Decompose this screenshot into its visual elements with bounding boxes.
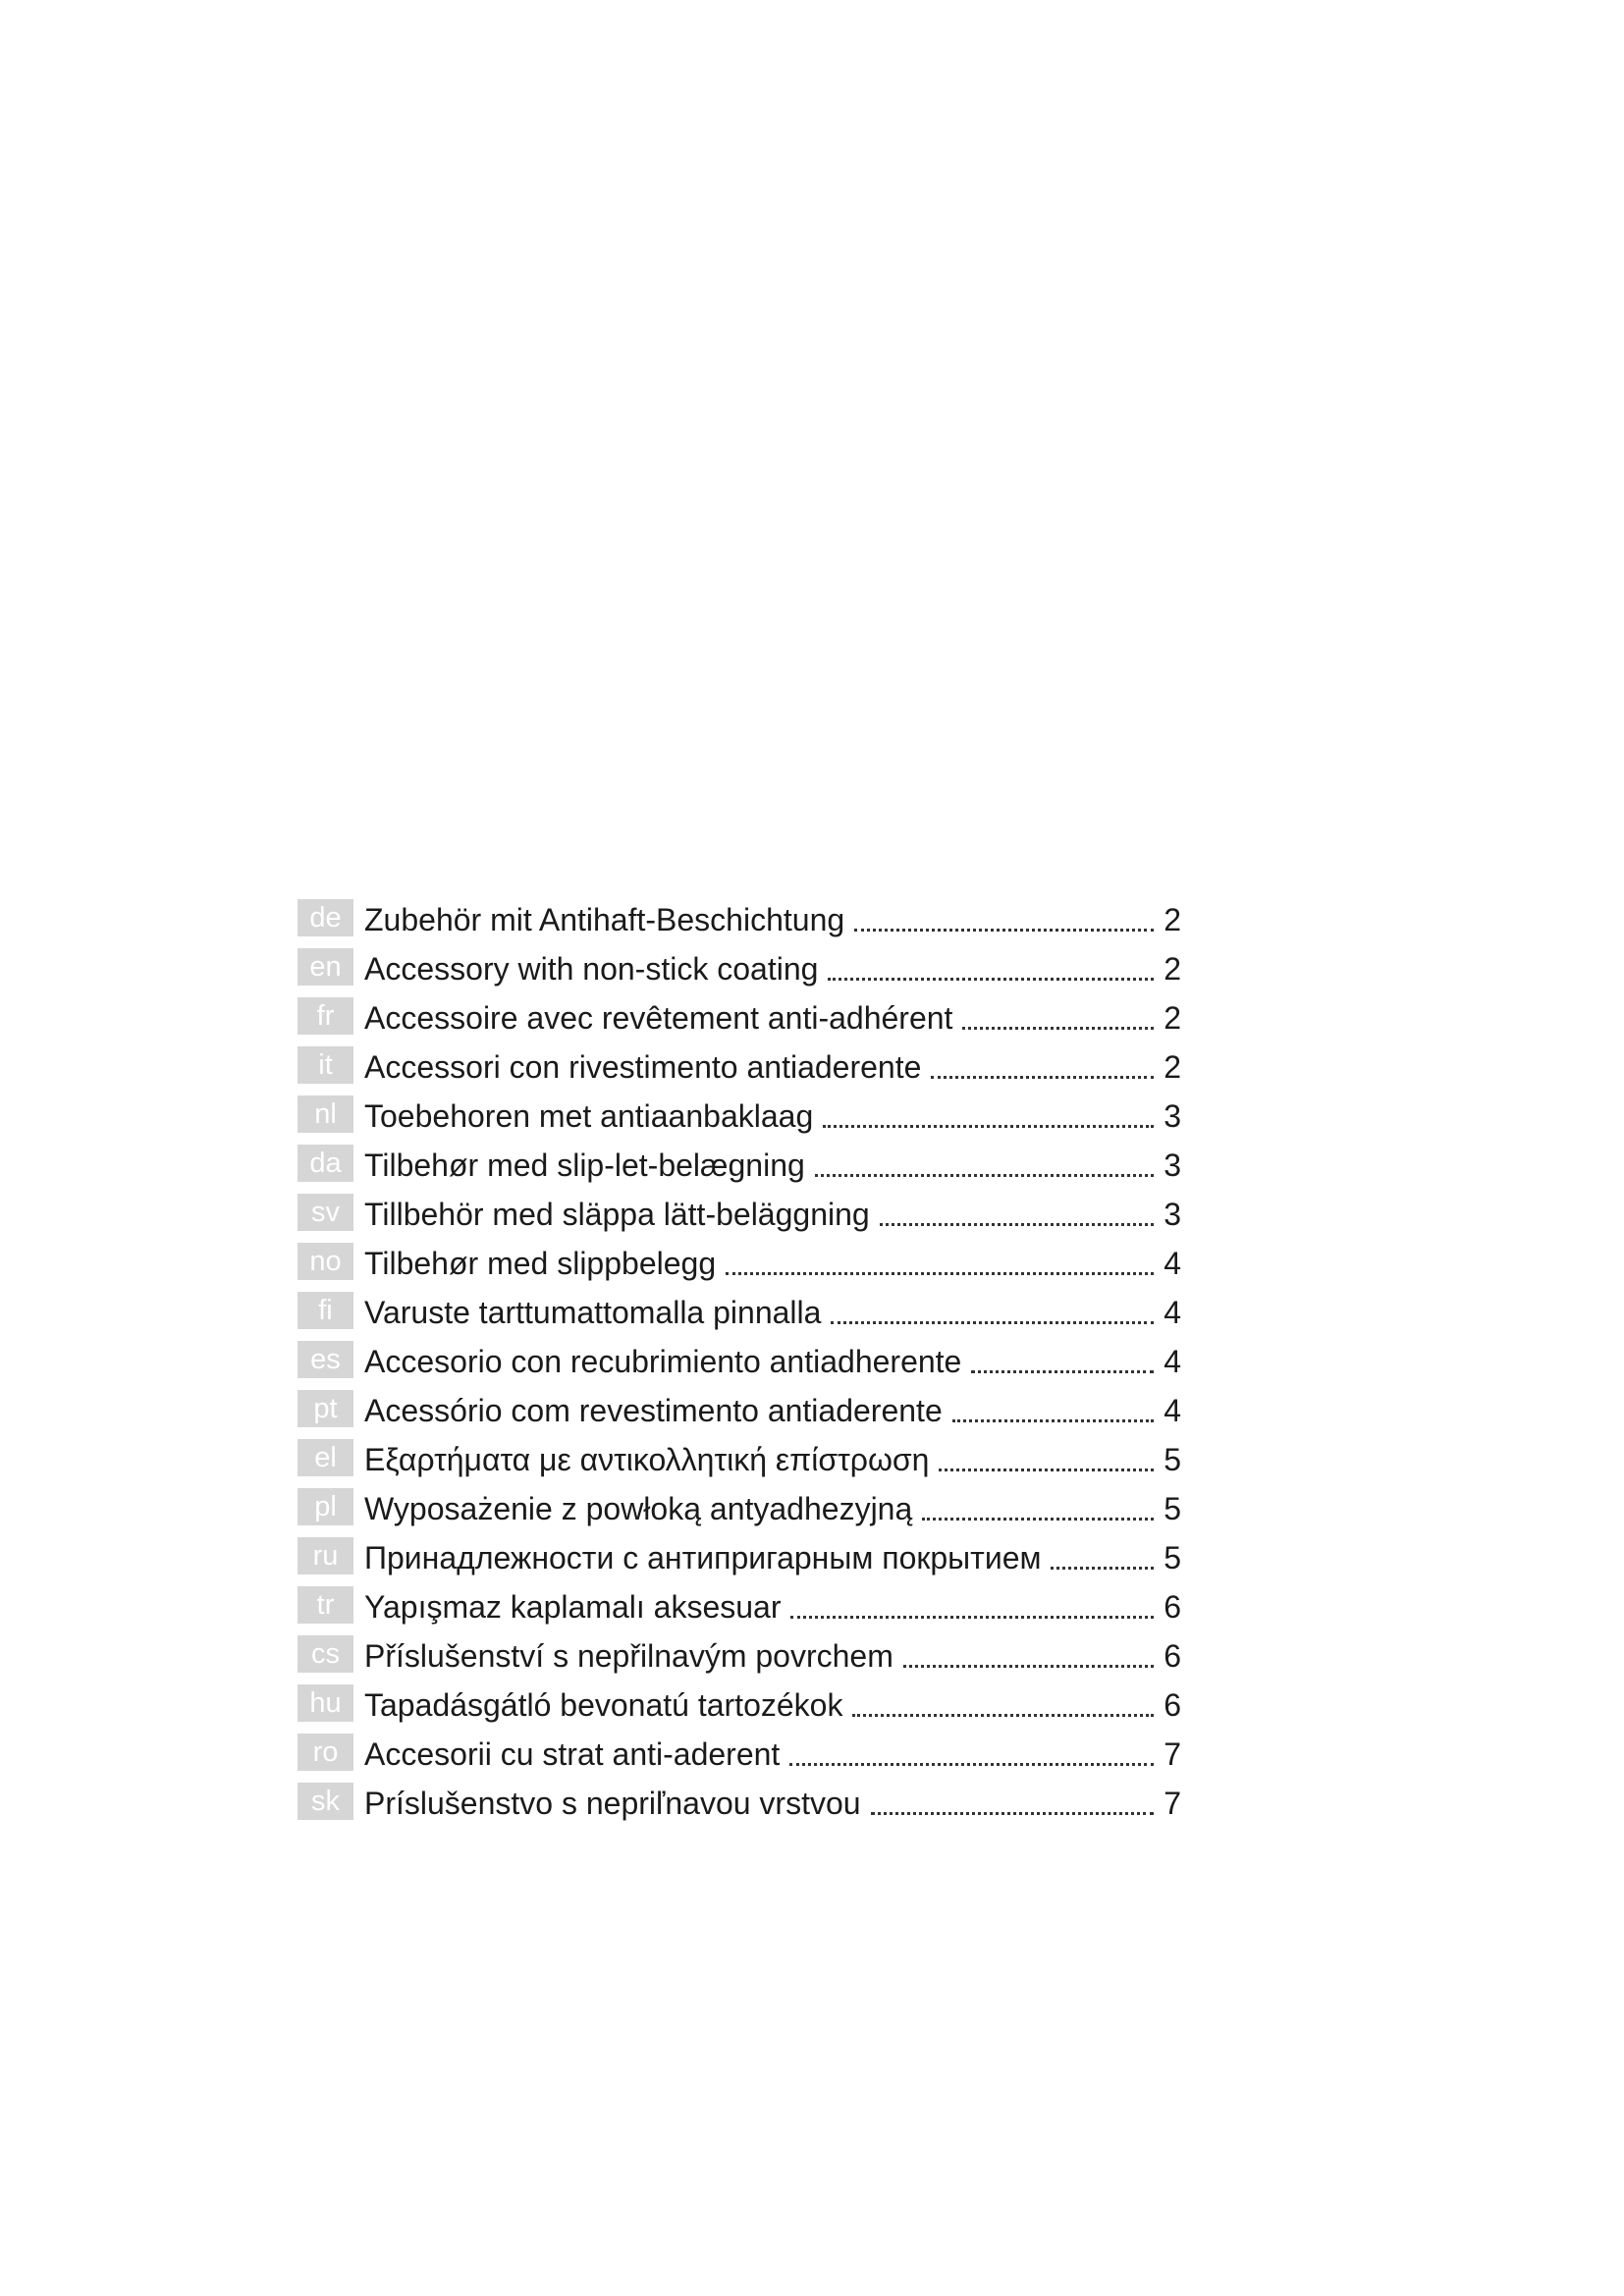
toc-entry-title: Tilbehør med slippbelegg <box>364 1245 717 1281</box>
toc-entry-title: Toebehoren met antiaanbaklaag <box>364 1097 814 1134</box>
toc-page-number: 3 <box>1164 1097 1181 1134</box>
toc-entry-line <box>364 1288 1181 1337</box>
toc-entry-line <box>364 1386 1181 1435</box>
dot-leader <box>922 1518 1154 1521</box>
toc-page-number: 6 <box>1164 1588 1181 1625</box>
toc-page-number: 2 <box>1164 901 1181 937</box>
toc-entry-title: Tilbehør med slip-let-belægning <box>364 1147 805 1183</box>
toc-entry-line <box>364 1092 1181 1141</box>
toc-entry-title: Accessoire avec revêtement anti-adhérent <box>364 999 953 1036</box>
dot-leader <box>931 1076 1154 1079</box>
dot-leader <box>971 1370 1154 1373</box>
dot-leader <box>790 1616 1154 1619</box>
language-badge: el <box>298 1439 353 1476</box>
language-badge: nl <box>298 1095 353 1133</box>
toc-entry-line <box>364 1631 1181 1681</box>
toc-page-number: 7 <box>1164 1735 1181 1772</box>
dot-leader <box>823 1125 1154 1128</box>
toc-entry-line <box>364 1190 1181 1239</box>
toc-entry-ro[interactable] <box>298 1730 1181 1779</box>
dot-leader <box>903 1665 1154 1668</box>
toc-entry-line <box>364 1681 1181 1730</box>
toc-entry-title: Zubehör mit Antihaft-Beschichtung <box>364 901 845 937</box>
language-badge: cs <box>298 1635 353 1673</box>
toc-entry-line <box>364 1239 1181 1288</box>
toc-entry-line <box>364 1582 1181 1631</box>
dot-leader <box>831 1321 1154 1324</box>
language-badge: pt <box>298 1390 353 1427</box>
toc-page-number: 3 <box>1164 1196 1181 1232</box>
toc-entry-sv[interactable] <box>298 1190 1181 1239</box>
language-badge: es <box>298 1341 353 1378</box>
toc-entry-line <box>364 1779 1181 1828</box>
toc-entry-title: Принадлежности с антипригарным покрытием <box>364 1539 1042 1575</box>
toc-entry-hu[interactable] <box>298 1681 1181 1730</box>
toc-entry-title: Accesorii cu strat anti-aderent <box>364 1735 781 1772</box>
toc-entry-line <box>364 1337 1181 1386</box>
toc-entry-title: Acessório com revestimento antiaderente <box>364 1392 943 1428</box>
table-of-contents <box>298 895 1181 1828</box>
toc-entry-title: Wyposażenie z powłoką antyadhezyjną <box>364 1490 913 1526</box>
toc-page-number: 7 <box>1164 1785 1181 1821</box>
toc-entry-el[interactable] <box>298 1435 1181 1484</box>
toc-page-number: 2 <box>1164 999 1181 1036</box>
toc-entry-line <box>364 895 1181 944</box>
toc-entry-title: Tapadásgátló bevonatú tartozékok <box>364 1686 843 1723</box>
dot-leader <box>726 1272 1154 1275</box>
dot-leader <box>789 1763 1154 1766</box>
toc-page-number: 3 <box>1164 1147 1181 1183</box>
toc-entry-de[interactable] <box>298 895 1181 944</box>
language-badge: en <box>298 948 353 986</box>
toc-entry-title: Príslušenstvo s nepriľnavou vrstvou <box>364 1785 861 1821</box>
toc-entry-ru[interactable] <box>298 1533 1181 1582</box>
toc-page-number: 4 <box>1164 1294 1181 1330</box>
toc-entry-title: Yapışmaz kaplamalı aksesuar <box>364 1588 782 1625</box>
dot-leader <box>815 1174 1154 1177</box>
toc-entry-fr[interactable] <box>298 993 1181 1042</box>
toc-entry-it[interactable] <box>298 1042 1181 1092</box>
language-badge: tr <box>298 1586 353 1624</box>
toc-entry-title: Accessory with non-stick coating <box>364 950 819 987</box>
toc-page-number: 4 <box>1164 1245 1181 1281</box>
toc-entry-line <box>364 1484 1181 1533</box>
toc-entry-line <box>364 1042 1181 1092</box>
language-badge: fi <box>298 1292 353 1329</box>
toc-entry-line <box>364 993 1181 1042</box>
toc-entry-pt[interactable] <box>298 1386 1181 1435</box>
toc-entry-title: Accessori con rivestimento antiaderente <box>364 1048 922 1085</box>
toc-page-number: 6 <box>1164 1637 1181 1674</box>
toc-entry-es[interactable] <box>298 1337 1181 1386</box>
toc-entry-title: Příslušenství s nepřilnavým povrchem <box>364 1637 893 1674</box>
language-badge: fr <box>298 997 353 1035</box>
toc-entry-title: Varuste tarttumattomalla pinnalla <box>364 1294 822 1330</box>
language-badge: ru <box>298 1537 353 1575</box>
toc-entry-title: Εξαρτήματα με αντικολλητική επίστρωση <box>364 1441 930 1477</box>
dot-leader <box>962 1027 1154 1030</box>
toc-page-number: 4 <box>1164 1343 1181 1379</box>
dot-leader <box>854 929 1154 932</box>
language-badge: no <box>298 1243 353 1280</box>
dot-leader <box>952 1419 1154 1422</box>
toc-page-number: 5 <box>1164 1441 1181 1477</box>
toc-entry-pl[interactable] <box>298 1484 1181 1533</box>
toc-page-number: 6 <box>1164 1686 1181 1723</box>
toc-entry-nl[interactable] <box>298 1092 1181 1141</box>
toc-entry-line <box>364 944 1181 993</box>
toc-entry-no[interactable] <box>298 1239 1181 1288</box>
dot-leader <box>1051 1567 1154 1570</box>
dot-leader <box>828 978 1154 981</box>
language-badge: de <box>298 899 353 936</box>
toc-entry-title: Accesorio con recubrimiento antiadherente <box>364 1343 962 1379</box>
toc-page-number: 2 <box>1164 950 1181 987</box>
language-badge: hu <box>298 1684 353 1722</box>
toc-entry-line <box>364 1141 1181 1190</box>
dot-leader <box>939 1468 1154 1471</box>
dot-leader <box>852 1714 1154 1717</box>
toc-page-number: 4 <box>1164 1392 1181 1428</box>
toc-entry-cs[interactable] <box>298 1631 1181 1681</box>
language-badge: ro <box>298 1734 353 1771</box>
dot-leader <box>871 1812 1154 1815</box>
toc-entry-fi[interactable] <box>298 1288 1181 1337</box>
toc-entry-sk[interactable] <box>298 1779 1181 1828</box>
toc-entry-title: Tillbehör med släppa lätt-beläggning <box>364 1196 870 1232</box>
toc-entry-en[interactable] <box>298 944 1181 993</box>
toc-entry-tr[interactable] <box>298 1582 1181 1631</box>
toc-entry-line <box>364 1533 1181 1582</box>
toc-entry-line <box>364 1730 1181 1779</box>
toc-page-number: 5 <box>1164 1490 1181 1526</box>
toc-page-number: 2 <box>1164 1048 1181 1085</box>
language-badge: it <box>298 1046 353 1084</box>
toc-page-number: 5 <box>1164 1539 1181 1575</box>
toc-entry-da[interactable] <box>298 1141 1181 1190</box>
language-badge: pl <box>298 1488 353 1525</box>
language-badge: da <box>298 1145 353 1182</box>
language-badge: sk <box>298 1783 353 1820</box>
dot-leader <box>880 1223 1154 1226</box>
toc-entry-line <box>364 1435 1181 1484</box>
language-badge: sv <box>298 1194 353 1231</box>
